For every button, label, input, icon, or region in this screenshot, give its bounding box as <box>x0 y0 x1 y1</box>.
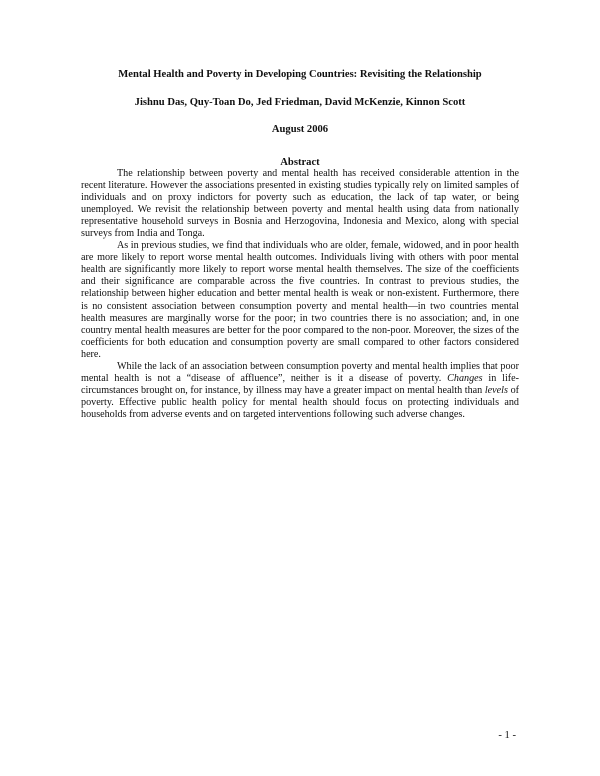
abstract-paragraph-2: As in previous studies, we find that individuals who are older, female, widowed, and in poor health are more likely to report worse mental health outcomes. Individuals living with others with poor mental health are significantly more likely to report worse mental health themselves. The size of the coefficients and their significance are comparable across the five countries. In contrast to previous studies, the relationship between higher education and better mental health is weak or non-existent. Furthermore, there is no consistent association between consumption poverty and mental health—in two countries mental health measures are marginally worse for the poor; in two countries there is no association; and, in one country mental health measures are better for the poor compared to the non-poor. Moreover, the sizes of the coefficients for both education and consumption poverty are small compared to other factors considered here. <box>81 240 519 360</box>
author-list: Jishnu Das, Quy-Toan Do, Jed Friedman, David McKenzie, Kinnon Scott <box>134 97 466 108</box>
page-number: - 1 - <box>498 730 516 741</box>
abstract-body <box>81 168 519 421</box>
abstract-heading: Abstract <box>280 157 320 168</box>
abstract-paragraph-1: The relationship between poverty and mental health has received considerable attention in the recent literature. However the associations presented in existing studies typically rely on limited samples of individuals and on proxy indictors for poverty such as education, the lack of tap water, or being unemployed. We revisit the relationship between poverty and mental health using data from nationally representative household surveys in Bosnia and Herzogovina, Indonesia and Mexico, along with special surveys from India and Tonga. <box>81 168 519 240</box>
abstract-paragraph-3-text-2: in life-circumstances brought on, for instance, by illness may have a greater impact on mental health than <box>81 372 519 396</box>
paper-title: Mental Health and Poverty in Developing Countries: Revisiting the Relationship <box>118 69 482 80</box>
abstract-paragraph-3 <box>81 361 519 421</box>
publication-date: August 2006 <box>271 124 329 135</box>
abstract-paragraph-3-emphasis-levels: levels <box>484 384 508 396</box>
abstract-paragraph-3-text-1: While the lack of an association between consumption poverty and mental health implies that poor mental health is not a “disease of affluence”, neither is it a disease of poverty. <box>81 360 519 384</box>
abstract-paragraph-3-emphasis-changes: Changes <box>447 372 483 384</box>
abstract-paragraph-3-text-3: of poverty. Effective public health policy for mental health should focus on protecting individuals and households from adverse events and on targeted interventions following such adverse changes. <box>81 384 519 420</box>
